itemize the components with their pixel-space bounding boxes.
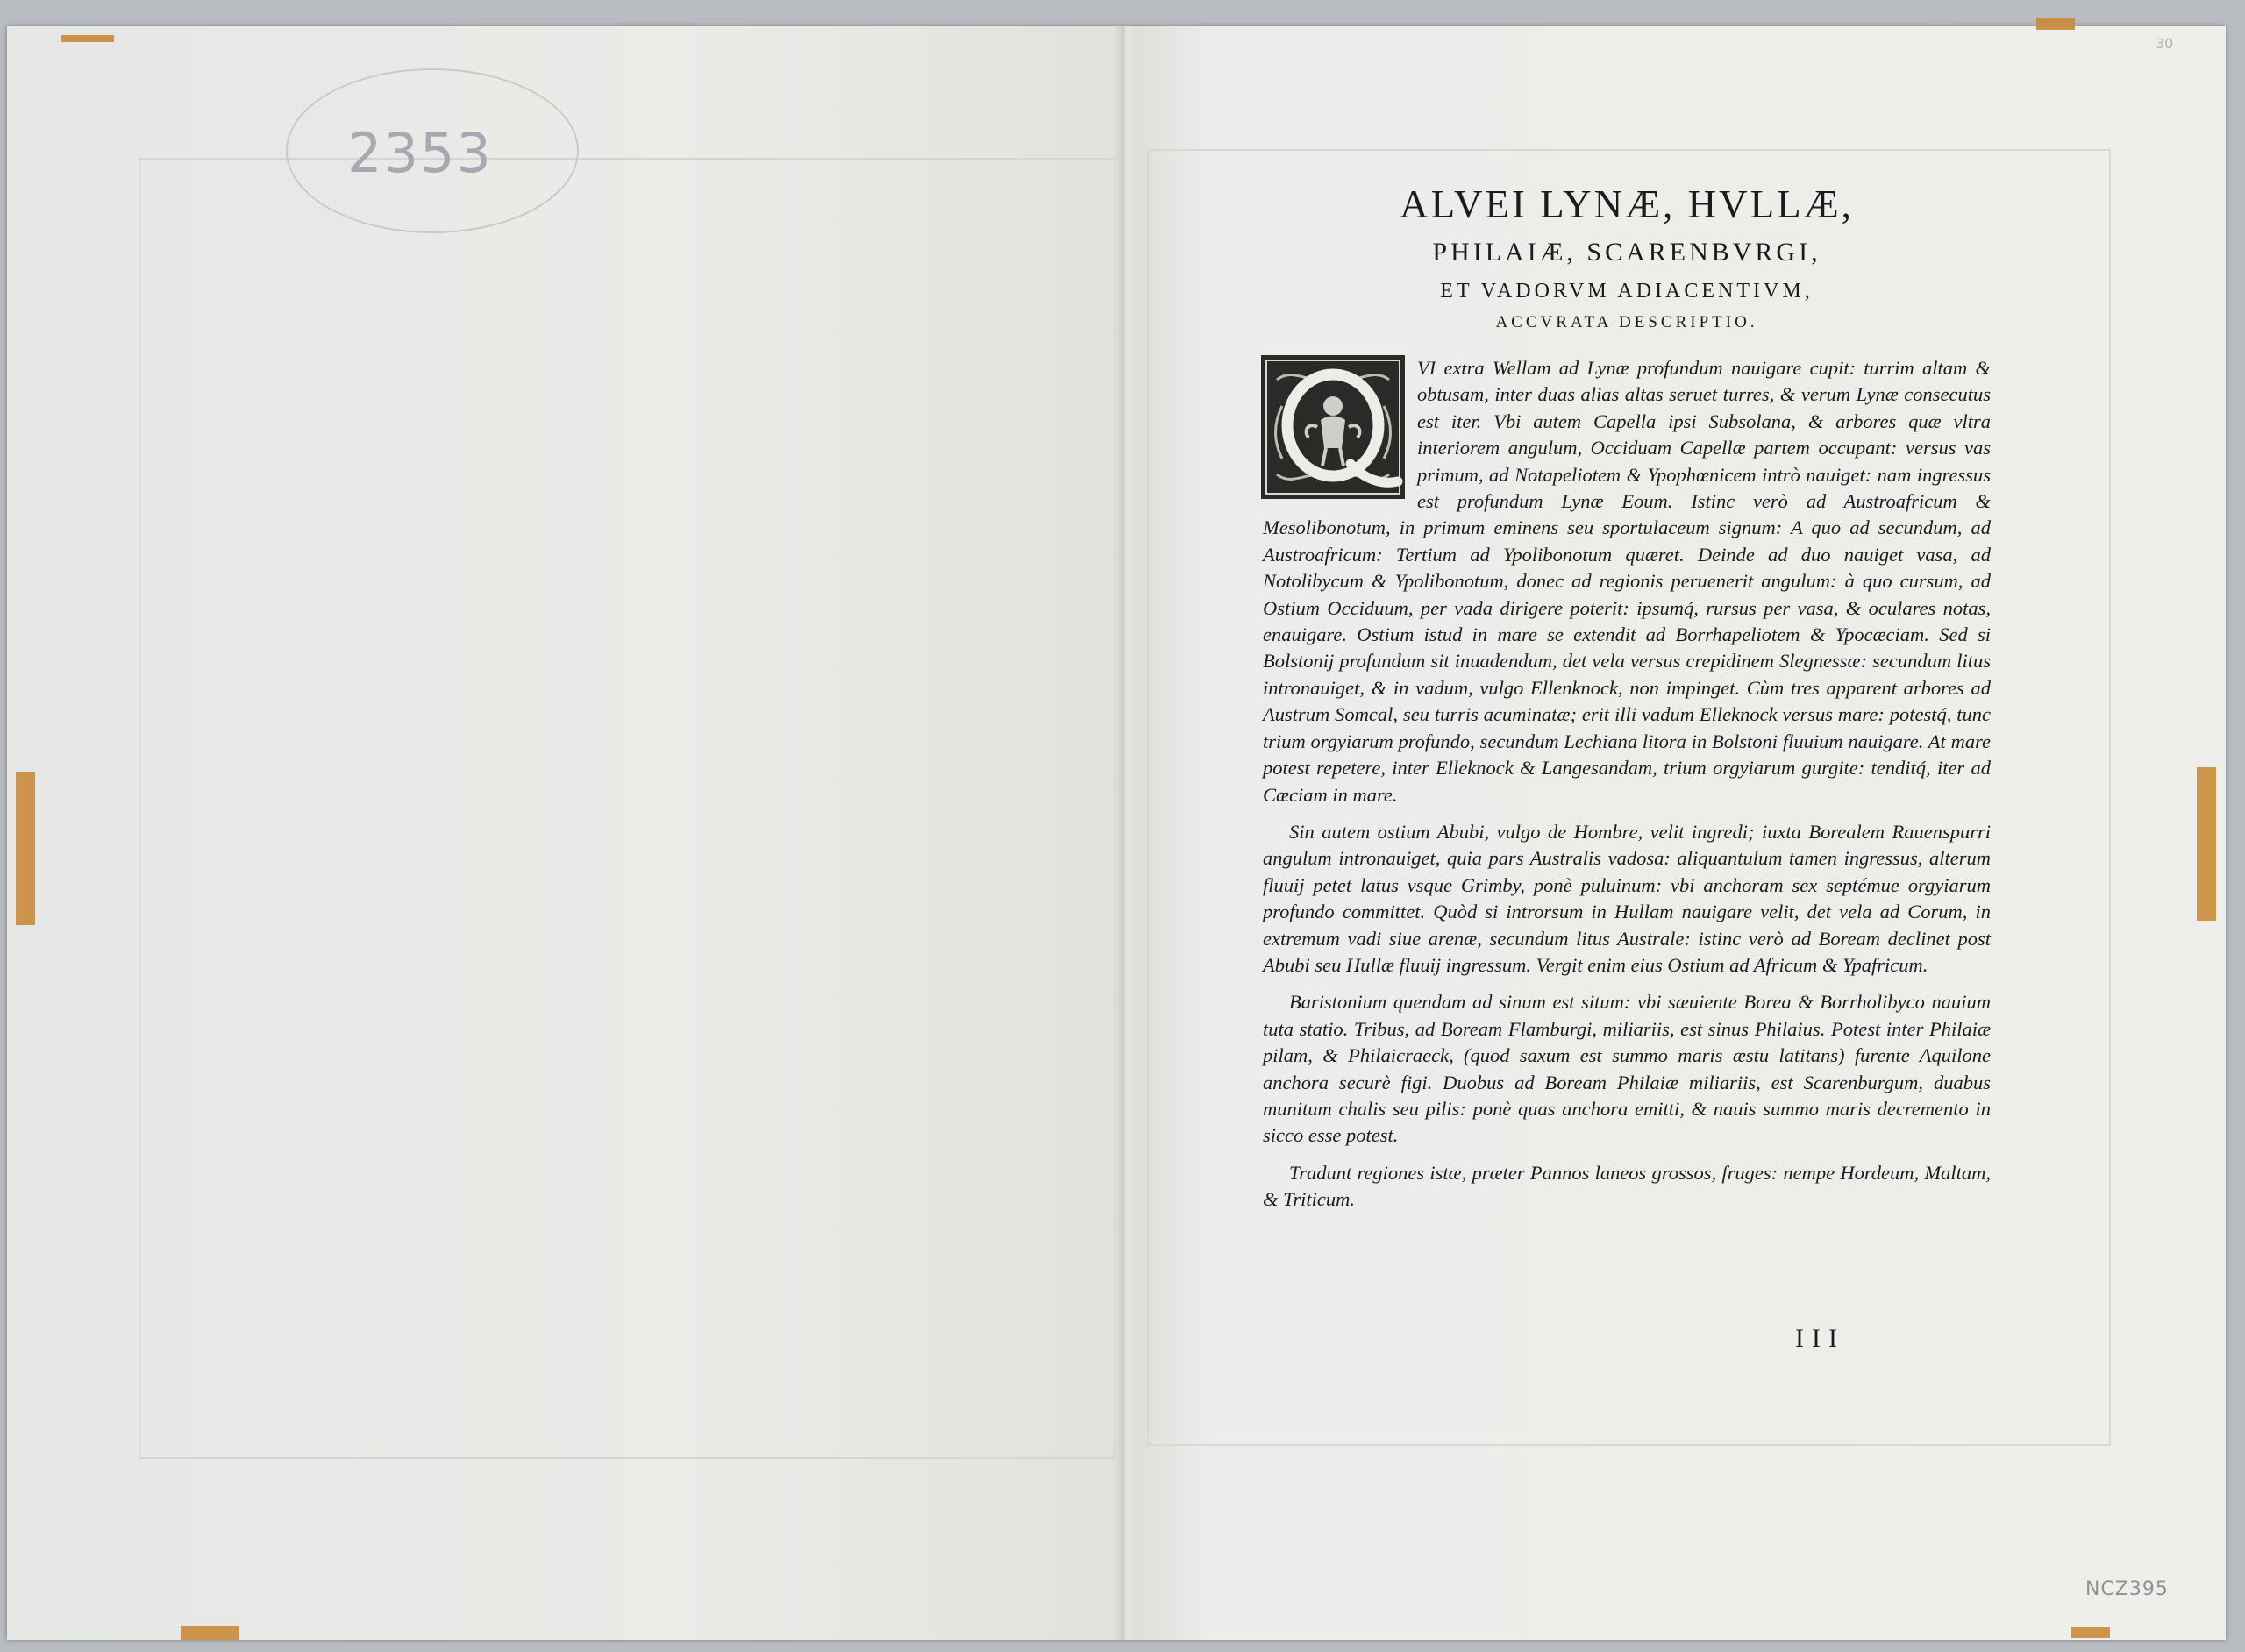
tape-fragment-top-left (61, 35, 114, 42)
paragraph-3: Baristonium quendam ad sinum est situm: vbi sæuiente Borea & Borrholibyco nauium tuta statio. Tribus, ad Boream Flamburgi, miliariis, est sinus Philaius. Potest inter Philaiæ pilam, & Philaicraeck, (quod saxum est summo maris æstu latitans) furente Aquilone anchora securè figi. Duobus ad Boream Philaiæ miliariis, est Scarenburgum, duabus munitum chalis seu pilis: ponè quas anchora emitti, & nauis summo maris decremento in sicco esse potest. (1263, 991, 1991, 1147)
corner-pencil-note: 30 (2156, 35, 2174, 52)
tape-fragment-left (16, 772, 35, 925)
tape-fragment-right (2197, 767, 2216, 921)
title-line-4: ACCVRATA DESCRIPTIO. (1495, 313, 1758, 331)
reference-code: NCZ395 (2085, 1578, 2169, 1600)
title-line-2: PHILAIÆ, SCARENBVRGI, (1432, 238, 1821, 267)
body-text (1263, 355, 1991, 1214)
center-fold (1114, 26, 1135, 1640)
title-line-1: ALVEI LYNÆ, HVLLÆ, (1400, 182, 1854, 226)
paragraph-1: VI extra Wellam ad Lynæ profundum nauigare cupit: turrim altam & obtusam, inter duas alias altas seruet turres, & verum Lynæ consecutus est iter. Vbi autem Capella ipsi Subsolana, & arbores quæ vltra interiorem angulum, Occiduam Capellæ partem occupant: versus vas primum, ad Notapeliotem & Ypophœnicem intrò nauiget: nam ingressus est profundum Lynæ Eoum. Istinc verò ad Austroafricum & Mesolibonotum, in primum eminens seu sportulaceum signum: A quo ad secundum, ad Austroafricum: Tertium ad Ypolibonotum quæret. Deinde ad duo nauiget vasa, ad Notolibycum & Ypolibonotum, donec ad regionis peruenerit angulum: à quo cursum, ad Ostium Occiduum, per vada dirigere poterit: ipsumq́, rursus per vasa, & oculares notas, enauigare. Ostium istud in mare se extendit ad Borrhapeliotem & Ypocæciam. Sed si Bolstonij profundum sit inuadendum, det vela versus crepidinem Slegnessæ: secundum litus intronauiget, & in vadum, vulgo Ellenknock, non impinget. Cùm tres apparent arbores ad Austrum Somcal, seu turris acuminatæ; erit illi vadum Elleknock versus mare: potestq́, tunc trium orgyiarum profundo, secundum Lechiana litora in Bolstoni fluuium nauigare. At mare potest repetere, inter Elleknock & Langesandam, trium orgyiarum gurgite: tenditq́, iter ad Cæciam in mare. (1263, 357, 1991, 806)
plate-mark-left (139, 158, 1115, 1459)
paragraph-4: Tradunt regiones istæ, præter Pannos laneos grossos, fruges: nempe Hordeum, Maltam, & Triticum. (1263, 1161, 1991, 1211)
tape-fragment-top-right (2036, 18, 2075, 30)
tape-fragment-bottom-right (2071, 1627, 2110, 1638)
page-number: III (1795, 1324, 1845, 1353)
text-column (1263, 180, 1991, 1224)
decorated-initial-q (1259, 353, 1407, 501)
tape-fragment-bottom-left (181, 1626, 239, 1640)
inventory-number: 2353 (347, 121, 493, 185)
left-page-blank (7, 26, 1122, 1640)
title-line-3: ET VADORVM ADIACENTIVM, (1440, 280, 1814, 303)
paragraph-2: Sin autem ostium Abubi, vulgo de Hombre, velit ingredi; iuxta Borealem Rauenspurri angulum intronauiget, quia pars Australis vadosa: aliquantulum tamen ingressus, alterum fluuij petet latus vsque Grimby, ponè puluinum: vbi anchoram sex septémue orgyiarum profundo committet. Quòd si introrsum in Hullam nauigare velit, det vela ad Corum, in extremum vadi siue arenæ, secundum litus Australe: istinc verò ad Boream declinet post Abubi seu Hullæ fluuij ingressum. Vergit enim eius Ostium ad Africum & Ypafricum. (1263, 820, 1991, 976)
